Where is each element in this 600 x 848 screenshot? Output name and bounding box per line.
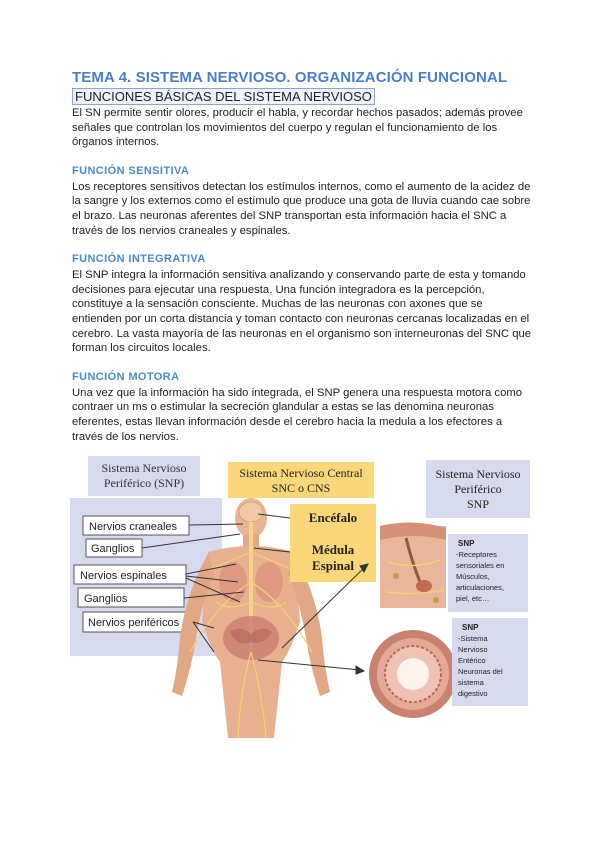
snp-box1-line1: -Receptores <box>456 550 497 559</box>
page-title: TEMA 4. SISTEMA NERVIOSO. ORGANIZACIÓN FUNCIONAL <box>72 69 508 86</box>
label-nervios-craneales: Nervios craneales <box>89 521 178 533</box>
section-text-integrativa: El SNP integra la información sensitiva analizando y conservando parte de esta y tomando decisiones para ejecutar una respuesta. Una función integradora es la percepción, constituye a la sensación consciente. Muchas de las neuronas con axones que se entienden por un corta distancia y toman contacto con neuronas cercanas localizadas en el cerebro. La vasta mayoría de las neuronas en el organismo son interneuronas del SNC que forman los circuitos locales. <box>72 269 532 355</box>
snp-box1-line4: articulaciones, <box>456 583 504 592</box>
section-text-sensitiva: Los receptores sensitivos detectan los estímulos internos, como el aumento de la acidez de la sangre y los externos como el estímulo que produce una gota de lluvia cuando cae sobre el brazo. Las neuronas aferentes del SNP transportan esta información hacia el SNC a través de los nervios craneales y espinales. <box>72 180 531 237</box>
right-title-line1: Sistema Nervioso <box>435 467 521 481</box>
intro-paragraph: El SN permite sentir olores, producir el habla, y recordar hechos pasados; además provee señales que controlan los movimientos del cuerpo y regulan el funcionamiento de los órganos internos. <box>72 107 523 149</box>
nervous-system-figure <box>68 452 533 738</box>
label-ganglios-1: Ganglios <box>91 543 135 555</box>
snp-title-line2: Periférico (SNP) <box>103 476 185 490</box>
snp-box2-line5: sistema <box>458 678 484 687</box>
snp-box2-line2: Nervioso <box>458 645 488 654</box>
snp-box2-line3: Entérico <box>458 656 486 665</box>
document-body <box>72 68 532 444</box>
snc-title-line2: SNC o CNS <box>271 481 331 495</box>
right-title-line3: SNP <box>466 497 490 511</box>
snc-title-line1: Sistema Nervioso Central <box>239 466 363 480</box>
left-label-boxes <box>74 516 193 632</box>
label-medula-line1: Médula <box>311 542 355 557</box>
snp-box1-line2: sensoriales en <box>456 561 505 570</box>
snp-box2-line1: -Sistema <box>458 634 488 643</box>
section-heading-sensitiva: FUNCIÓN SENSITIVA <box>72 164 190 177</box>
section-heading-integrativa: FUNCIÓN INTEGRATIVA <box>72 253 206 266</box>
snp-box2-line6: digestivo <box>458 689 488 698</box>
snp-title-line1: Sistema Nervioso <box>101 461 187 475</box>
section-heading-motora: FUNCIÓN MOTORA <box>72 370 180 383</box>
intestine-section-illustration <box>369 630 457 718</box>
snp-box1-title: SNP <box>458 539 475 548</box>
snp-box1-line3: Músculos, <box>456 572 490 581</box>
label-encefalo: Encéfalo <box>308 510 358 525</box>
snp-box1-line5: piel, etc… <box>456 594 490 603</box>
label-medula-line2: Espinal <box>312 558 354 573</box>
label-nervios-perifericos: Nervios periféricos <box>88 617 180 629</box>
section-text-motora: Una vez que la información ha sido integrada, el SNP genera una respuesta motora como contraer un ms o estimular la secreción glandular a estas se las denomina neuronas eferentes, estas llevan información desde el cerebro hacia la medula a los efectores a través de los nervios. <box>72 386 523 443</box>
snp-box2-line4: Neuronas del <box>458 667 503 676</box>
right-title-line2: Periférico <box>454 482 502 496</box>
skin-section-illustration <box>380 522 446 608</box>
page-subtitle: FUNCIONES BÁSICAS DEL SISTEMA NERVIOSO <box>72 88 375 105</box>
label-nervios-espinales: Nervios espinales <box>80 570 167 582</box>
label-ganglios-2: Ganglios <box>84 593 128 605</box>
snp-box2-title: SNP <box>462 623 479 632</box>
